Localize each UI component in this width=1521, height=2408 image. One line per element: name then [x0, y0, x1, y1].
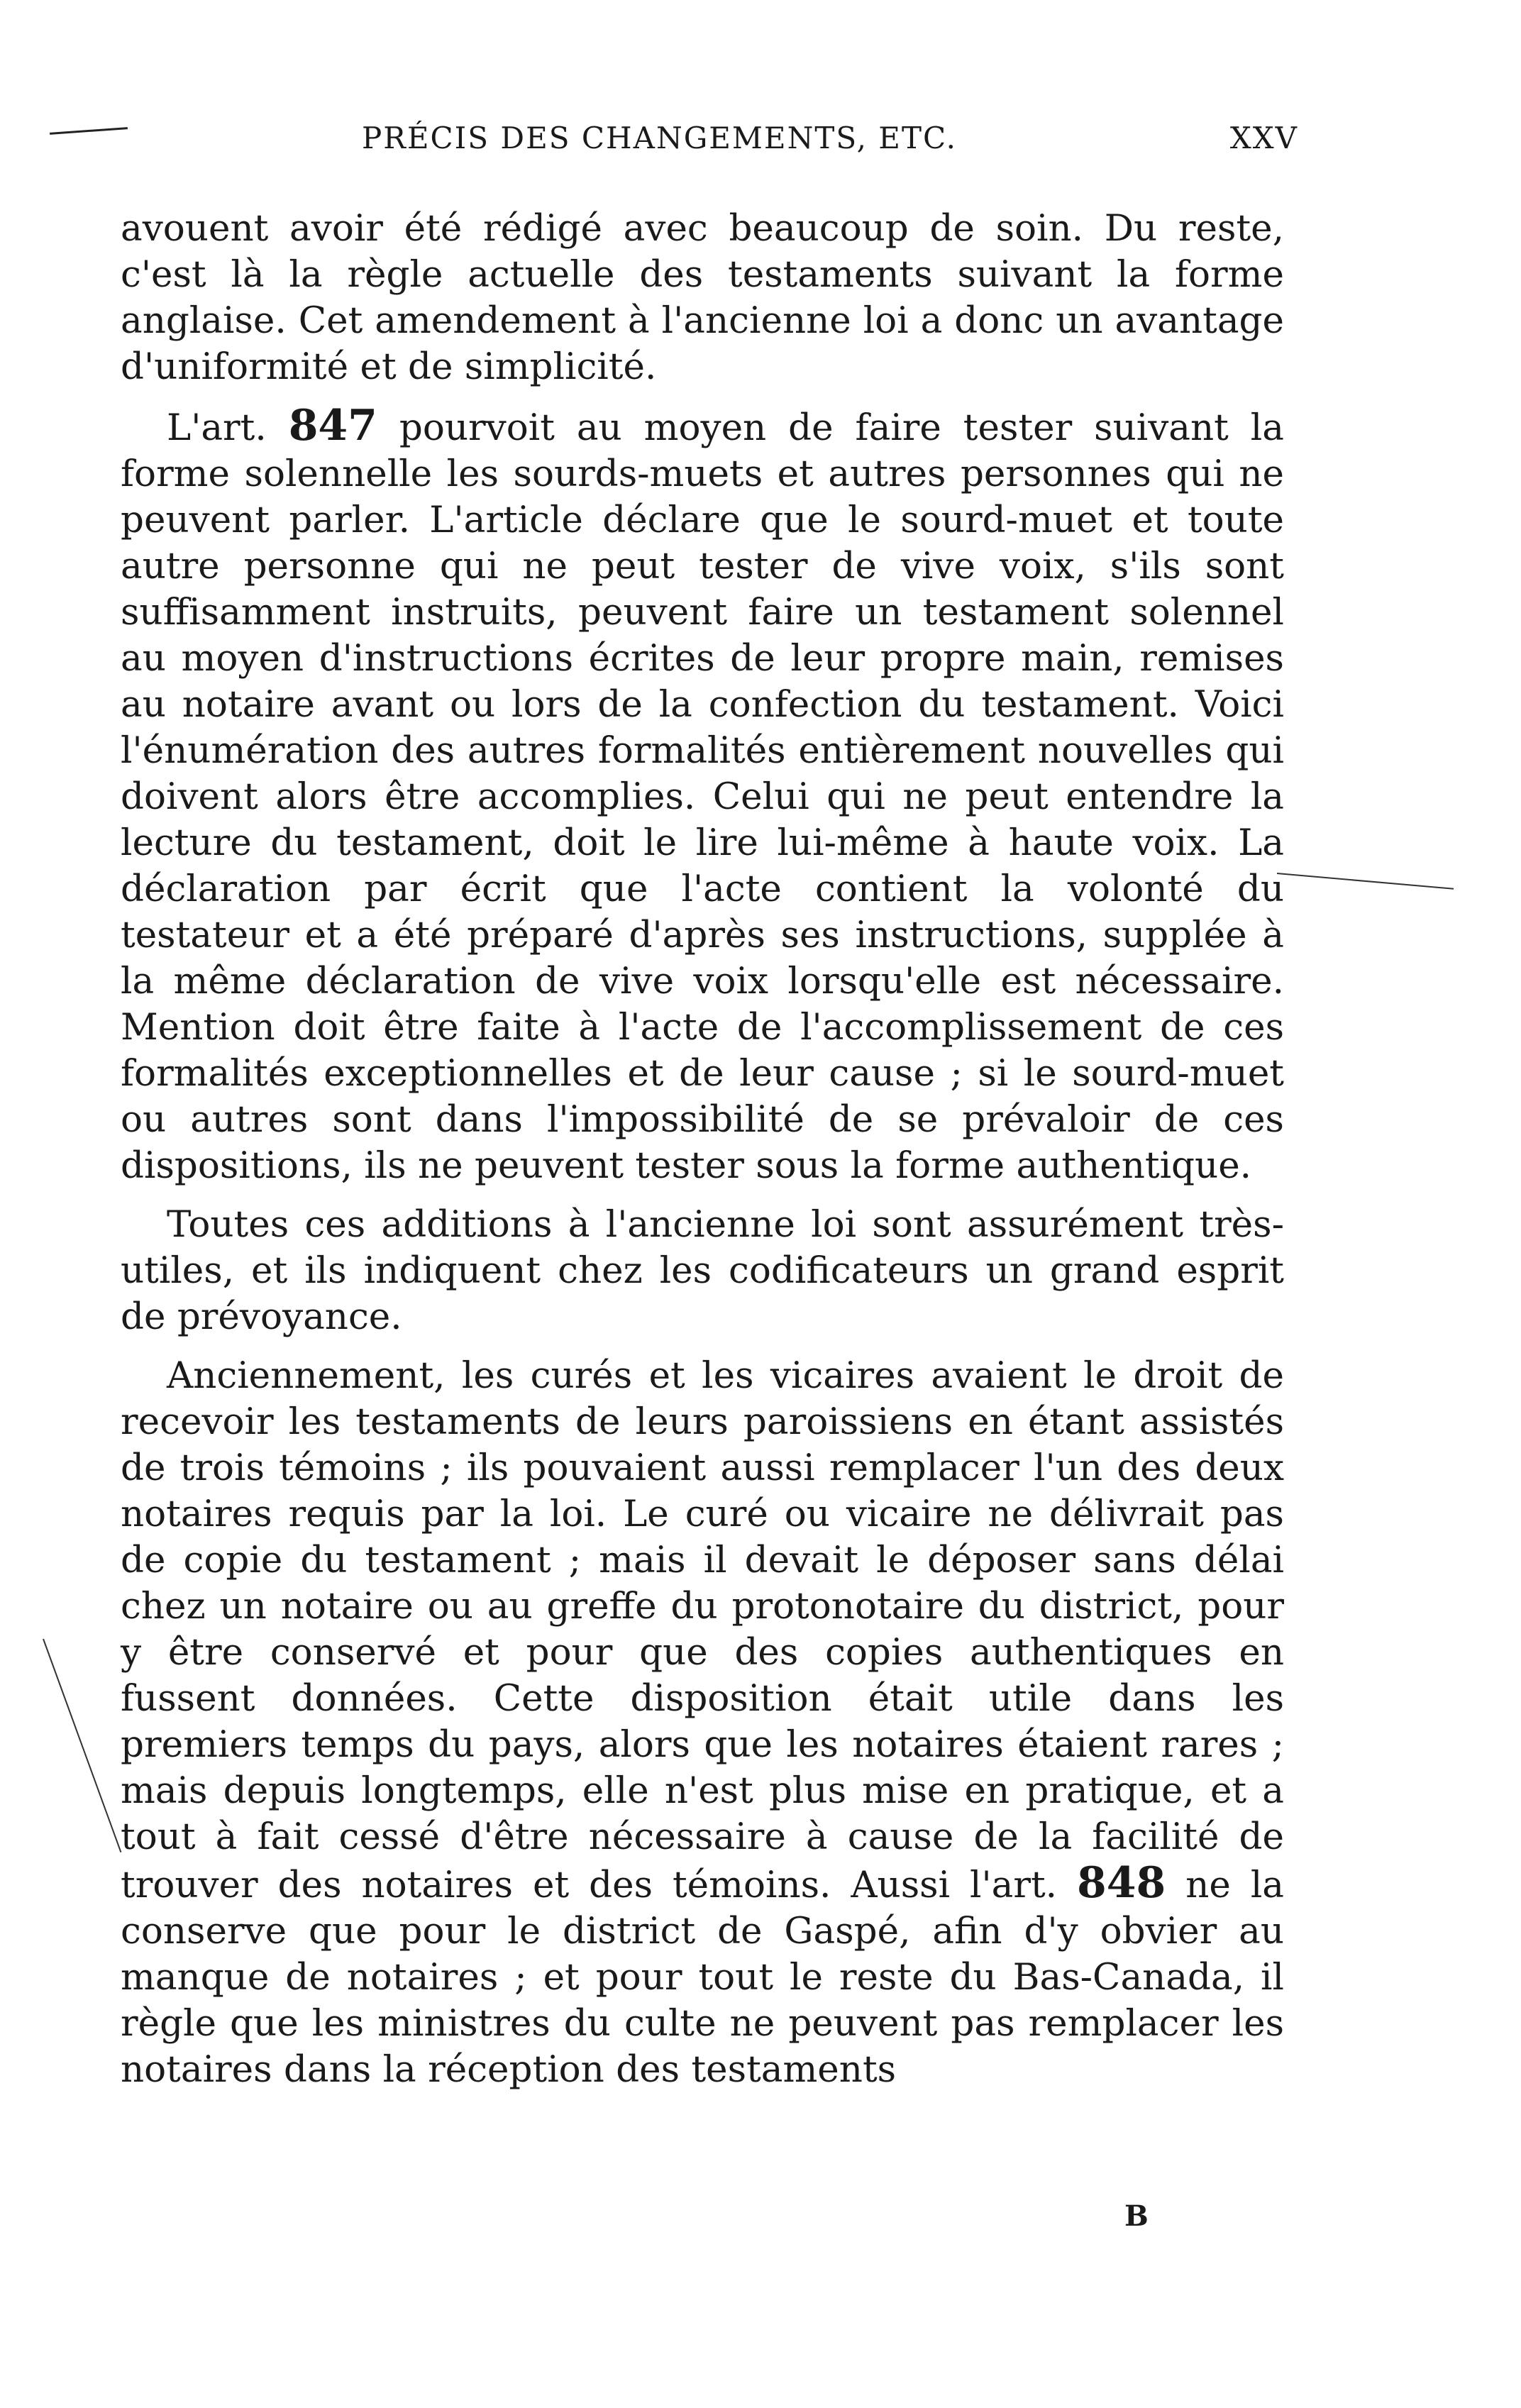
paragraph-4 [121, 1353, 1284, 2093]
paragraph-1-text: avouent avoir été rédigé avec beaucoup de soin. Du reste, c'est là la règle actuelle des testaments suivant la forme anglaise. Cet amendement à l'ancienne loi a donc un avantage d'uniformité et de simplicité. [121, 207, 1284, 388]
paragraph-2 [121, 403, 1284, 1189]
paragraph-3-text: Toutes ces additions à l'ancienne loi sont assurément très-utiles, et ils indiquent chez les codificateurs un grand esprit de prévoyance. [121, 1203, 1284, 1338]
running-title: PRÉCIS DES CHANGEMENTS, ETC. [362, 121, 957, 155]
paragraph-3 [121, 1202, 1284, 1340]
article-number-848: 848 [1077, 1858, 1166, 1908]
margin-line-right [1277, 873, 1454, 890]
paragraph-2-text: pourvoit au moyen de faire tester suivant la forme solennelle les sourds-muets et autres personnes qui ne peuvent parler. L'article déclare que le sourd-muet et toute autre personne qui ne peut tester de vive voix, s'ils sont suffisamment instruits, peuvent faire un testament solennel au moyen d'instructions écrites de leur propre main, remises au notaire avant ou lors de la confection du testament. Voici l'énumération des autres formalités entièrement nouvelles qui doivent alors être accomplies. Celui qui ne peut entendre la lecture du testament, doit le lire lui-même à haute voix. La déclaration par écrit que l'acte contient la volonté du testateur et a été préparé d'après ses instructions, supplée à la même déclaration de vive voix lorsqu'elle est nécessaire. Mention doit être faite à l'acte de l'accomplissement de ces formalités exceptionnelles et de leur cause ; si le sourd-muet ou autres sont dans l'impossibilité de se prévaloir de ces dispositions, ils ne peuvent tester sous la forme authentique. [121, 407, 1284, 1187]
page-header [333, 121, 1298, 163]
signature-mark: B [1124, 2199, 1150, 2233]
body-text [121, 206, 1284, 2093]
article-prefix: L'art. [167, 407, 267, 449]
paragraph-1 [121, 206, 1284, 390]
page-number: XXV [1229, 121, 1298, 155]
paragraph-4-suffix: ne la conserve que pour le district de Gaspé, afin d'y obvier au manque de notaires ; et pour tout le reste du Bas-Canada, il règle que les ministres du culte ne peuvent pas remplacer les notaires dans la réception des testaments [121, 1864, 1284, 2091]
margin-rule-mark [50, 127, 128, 135]
margin-line-left [43, 1639, 121, 1852]
article-number-847: 847 [288, 401, 377, 451]
paragraph-4-text: Anciennement, les curés et les vicaires avaient le droit de recevoir les testaments de leurs paroissiens en étant assistés de trois témoins ; ils pouvaient aussi remplacer l'un des deux notaires requis par la loi. Le curé ou vicaire ne délivrait pas de copie du testament ; mais il devait le déposer sans délai chez un notaire ou au greffe du protonotaire du district, pour y être conservé et pour que des copies authentiques en fussent données. Cette disposition était utile dans les premiers temps du pays, alors que les notaires étaient rares ; mais depuis longtemps, elle n'est plus mise en pratique, et a tout à fait cessé d'être nécessaire à cause de la facilité de trouver des notaires et des témoins. Aussi l'art. [121, 1354, 1284, 1906]
